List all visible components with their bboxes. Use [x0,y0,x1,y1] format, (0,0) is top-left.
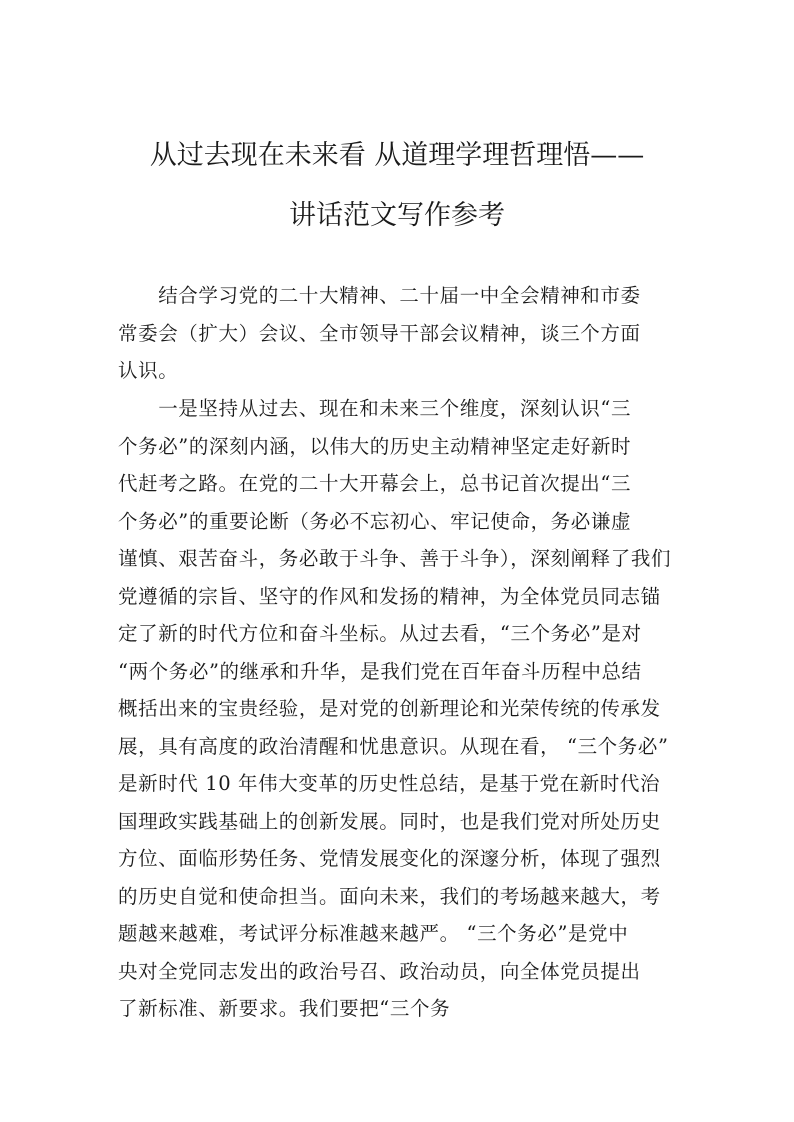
text-line [118,1028,698,1066]
text-line: 了新标准、新要求。我们要把“三个务 [118,997,451,1020]
paragraph-point-one [118,390,698,1065]
text-line: 代赶考之路。在党的二十大开幕会上，总书记首次提出“三 [118,472,632,495]
text-line: 一是坚持从过去、现在和未来三个维度，深刻认识“三 [118,397,632,420]
text-line: 是新时代 10 年伟大变革的历史性总结，是基于党在新时代治 [118,772,661,795]
text-line: 党遵循的宗旨、坚守的作风和发扬的精神，为全体党员同志锚 [118,584,661,608]
text-line: 谨慎、艰苦奋斗，务必敢于斗争、善于斗争），深刻阐释了我们 [118,547,672,570]
text-line: 展，具有高度的政治清醒和忧患意识。从现在看， “三个务必” [118,734,669,758]
text-line: 的历史自觉和使命担当。面向未来，我们的考场越来越大，考 [118,884,661,908]
text-line: 认识。 [118,359,179,382]
text-line: 结合学习党的二十大精神、二十届一中全会精神和市委 [118,284,641,307]
paragraph-intro [118,277,698,390]
text-line: 方位、面临形势任务、党情发展变化的深邃分析，体现了强烈 [118,847,661,870]
document-title-line-1: 从过去现在未来看 从道理学理哲理悟—— [149,140,645,171]
text-line: 题越来越难，考试评分标准越来越严。 “三个务必”是党中 [118,922,629,945]
document-title-line-2: 讲话范文写作参考 [289,200,505,231]
text-line: 常委会（扩大）会议、全市领导干部会议精神，谈三个方面 [118,321,641,345]
text-line: 个务必”的深刻内涵，以伟大的历史主动精神坚定走好新时 [118,434,632,458]
text-line: 个务必”的重要论断（务必不忘初心、牢记使命，务必谦虚 [118,509,632,533]
text-line: 概括出来的宝贵经验，是对党的创新理论和光荣传统的传承发 [118,697,661,720]
text-line: “两个务必”的继承和升华，是我们党在百年奋斗历程中总结 [118,659,642,683]
text-line: 国理政实践基础上的创新发展。同时，也是我们党对所处历史 [118,809,661,833]
text-line: 央对全党同志发出的政治号召、政治动员，向全体党员提出 [118,959,641,983]
text-line: 定了新的时代方位和奋斗坐标。从过去看，“三个务必”是对 [118,622,642,645]
